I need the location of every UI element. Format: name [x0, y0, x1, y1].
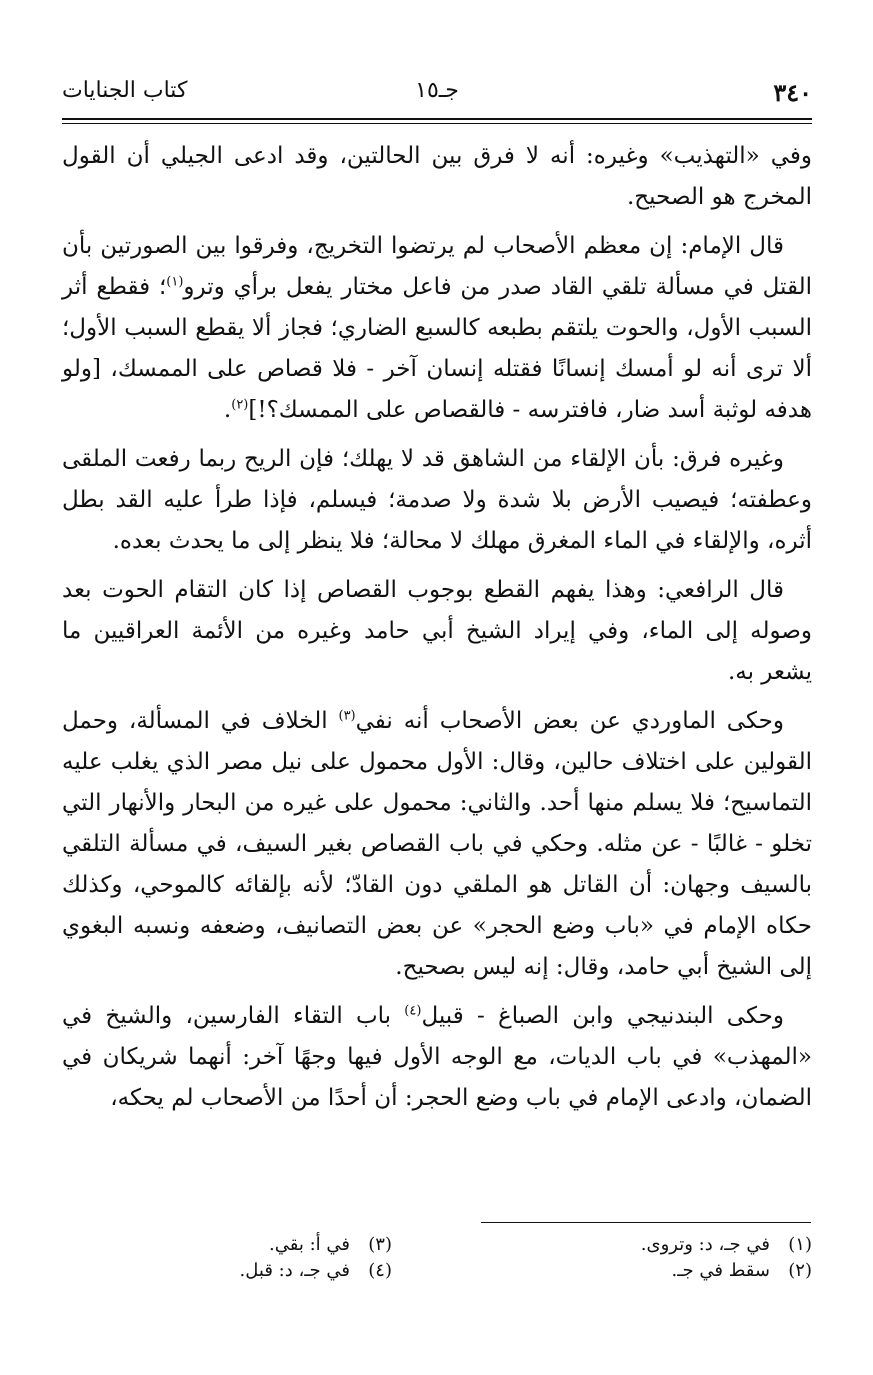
footnote-number: (٣)	[368, 1234, 392, 1255]
paragraph-text: وحكى البندنيجي وابن الصباغ - قبيل	[421, 1003, 784, 1029]
main-text	[62, 136, 812, 1127]
volume-label: جـ١٥	[415, 78, 459, 103]
footnote-2	[452, 1258, 812, 1284]
paragraph-text: قال الرافعي: وهذا يفهم القطع بوجوب القصاص إذا كان التقام الحوت بعد وصوله إلى الماء، وفي إيراد الشيخ أبي حامد وغيره من الأئمة العراقيين ما يشعر به.	[62, 577, 812, 685]
footnote-ref-4: (٤)	[404, 1003, 422, 1019]
footnote-column-left	[32, 1232, 392, 1284]
paragraph-4	[62, 570, 812, 693]
footnote-ref-1: (١)	[166, 274, 184, 290]
footnote-ref-2: (٢)	[231, 397, 249, 413]
paragraph-text: الخلاف في المسألة، وحمل القولين على اختلاف حالين، وقال: الأول محمول على نيل مصر الذي يغلب عليه التماسيح؛ فلا يسلم منها أحد. والثاني: محمول على غيره من البحار والأنهار التي تخلو - غالبًا - عن مثله. وحكي في باب القصاص بغير السيف، في مسألة التلقي بالسيف وجهان: أن القاتل هو الملقي دون القادّ؛ لأنه بإلقائه كالموحي، وكذلك حكاه الإمام في «باب وضع الحجر» عن بعض التصانيف، وضعفه ونسبه البغوي إلى الشيخ أبي حامد، وقال: إنه ليس بصحيح.	[62, 708, 812, 980]
running-header	[62, 78, 812, 112]
paragraph-5	[62, 701, 812, 988]
paragraph-text: ؛ فقطع أثر السبب الأول، والحوت يلتقم بطبعه كالسبع الضاري؛ فجاز ألا يقطع السبب الأول؛ ألا ترى أنه لو أمسك إنسانًا فقتله إنسان آخر - فلا قصاص على الممسك، [ولو هدفه لوثبة أسد ضار، فافترسه - فالقصاص على الممسك؟!]	[62, 274, 812, 423]
footnote-1	[452, 1232, 812, 1258]
paragraph-text: وفي «التهذيب» وغيره: أنه لا فرق بين الحالتين، وقد ادعى الجيلي أن القول المخرج هو الصحيح.	[62, 143, 812, 210]
paragraph-text: وحكى الماوردي عن بعض الأصحاب أنه نفي	[355, 708, 784, 734]
footnote-number: (٤)	[368, 1260, 392, 1281]
paragraph-6	[62, 996, 812, 1119]
footnote-text: سقط في جـ.	[671, 1260, 770, 1281]
footnote-column-right	[452, 1232, 812, 1284]
footnote-text: في جـ، د: قبل.	[239, 1260, 350, 1281]
paragraph-2	[62, 226, 812, 431]
paragraph-1	[62, 136, 812, 218]
footnote-ref-3: (٣)	[338, 708, 356, 724]
paragraph-text: وغيره فرق: بأن الإلقاء من الشاهق قد لا يهلك؛ فإن الريح ربما رفعت الملقى وعطفته؛ فيصيب الأرض بلا شدة ولا صدمة؛ فيسلم، فإذا طرأ عليه القد بطل أثره، والإلقاء في الماء المغرق مهلك لا محالة؛ فلا ينظر إلى ما يحدث بعده.	[62, 446, 812, 554]
footnote-text: في أ: بقي.	[269, 1234, 350, 1255]
paragraph-3	[62, 439, 812, 562]
footnote-number: (٢)	[788, 1260, 812, 1281]
paragraph-text: قال الإمام: إن معظم الأصحاب لم يرتضوا التخريج، وفرقوا بين الصورتين بأن القتل في مسألة تلقي القاد صدر من فاعل مختار يفعل برأي وترو	[62, 233, 812, 300]
header-divider-thin	[62, 123, 812, 124]
footnote-4	[32, 1258, 392, 1284]
footnote-number: (١)	[788, 1234, 812, 1255]
book-title: كتاب الجنايات	[62, 78, 188, 103]
paragraph-text: باب التقاء الفارسين، والشيخ في «المهذب» في باب الديات، مع الوجه الأول فيها وجهًا آخر: أنهما شريكان في الضمان، وادعى الإمام في باب وضع الحجر: أن أحدًا من الأصحاب لم يحكه،	[62, 1003, 812, 1111]
page-number: ٣٤٠	[773, 78, 812, 107]
header-divider	[62, 118, 812, 120]
footnote-text: في جـ، د: وتروى.	[640, 1234, 770, 1255]
paragraph-text: .	[223, 397, 232, 423]
footnote-divider	[481, 1222, 811, 1223]
footnote-3	[32, 1232, 392, 1258]
